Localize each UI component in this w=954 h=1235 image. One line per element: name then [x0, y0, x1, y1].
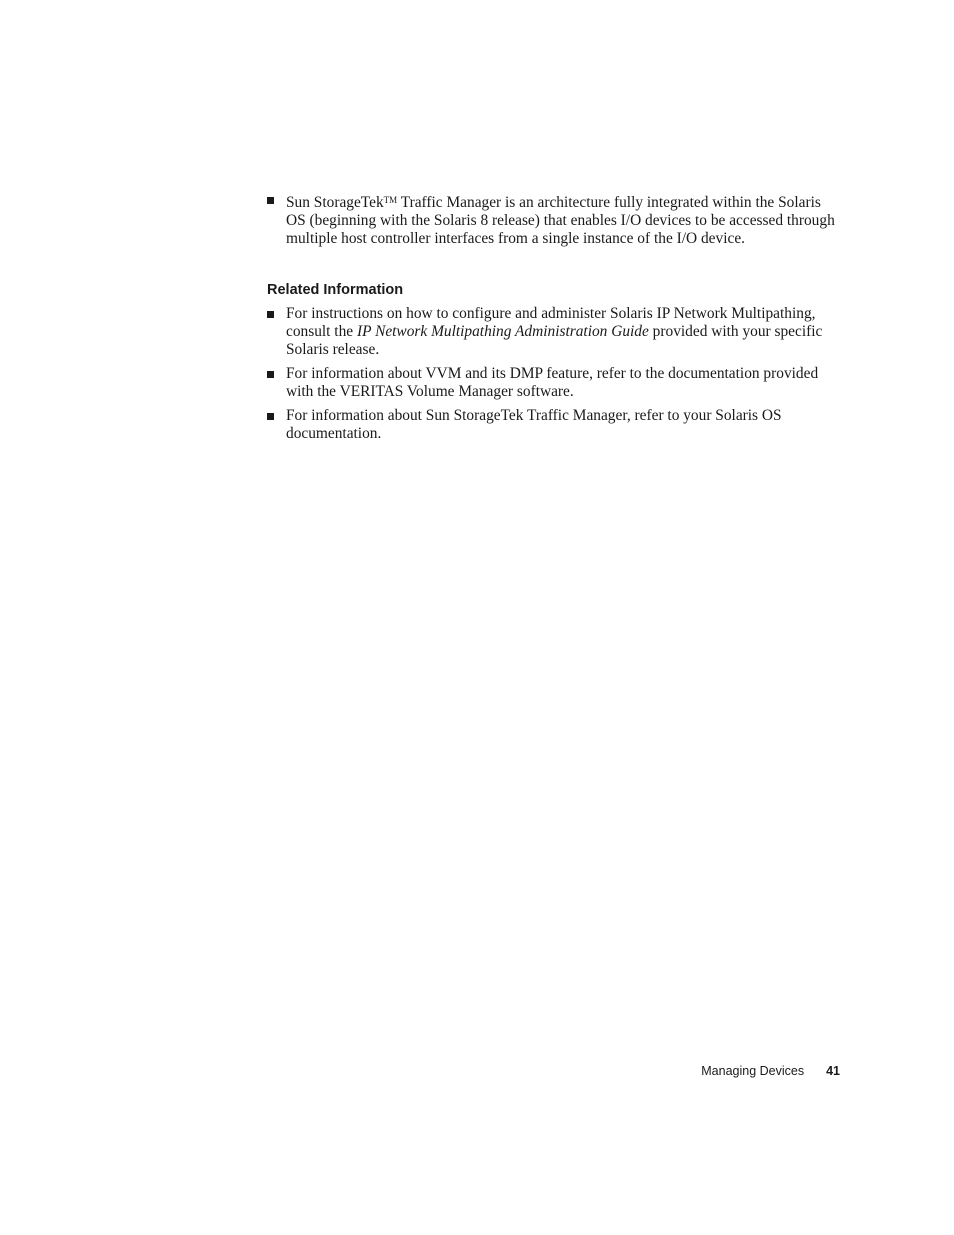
list-item-text: For information about Sun StorageTek Traffic Manager, refer to your Solaris OS documentation.: [286, 407, 782, 442]
list-item: [266, 191, 838, 248]
intro-bullet-list: [266, 191, 838, 248]
list-item: [266, 407, 838, 443]
page-footer: [600, 1063, 840, 1079]
list-item-text-start: For instructions on how to configure and administer Solaris IP Network Multipathing, consult the: [286, 305, 816, 340]
list-item-text-start: Sun StorageTek: [286, 194, 384, 211]
list-item: [266, 365, 838, 401]
page-content: [266, 191, 838, 443]
list-item-text-end: Traffic Manager is an architecture fully integrated within the Solaris OS (beginning with the Solaris 8 release) that enables I/O devices to be accessed through multiple host controller interfaces from a single instance of the I/O device.: [286, 194, 835, 247]
square-bullet-icon: [267, 197, 274, 204]
square-bullet-icon: [267, 371, 274, 378]
section-heading: Related Information: [267, 282, 404, 298]
list-item-text-end: provided with your specific Solaris release.: [286, 323, 823, 358]
square-bullet-icon: [267, 311, 274, 318]
footer-chapter-title: Managing Devices: [701, 1064, 805, 1078]
document-title-reference: IP Network Multipathing Administration Guide: [356, 323, 649, 340]
square-bullet-icon: [267, 413, 274, 420]
related-bullet-list: [266, 305, 838, 443]
page-number: 41: [826, 1064, 840, 1078]
list-item: [266, 305, 838, 359]
list-item-text: For information about VVM and its DMP feature, refer to the documentation provided with the VERITAS Volume Manager software.: [286, 365, 819, 400]
trademark-mark: TM: [383, 195, 398, 205]
